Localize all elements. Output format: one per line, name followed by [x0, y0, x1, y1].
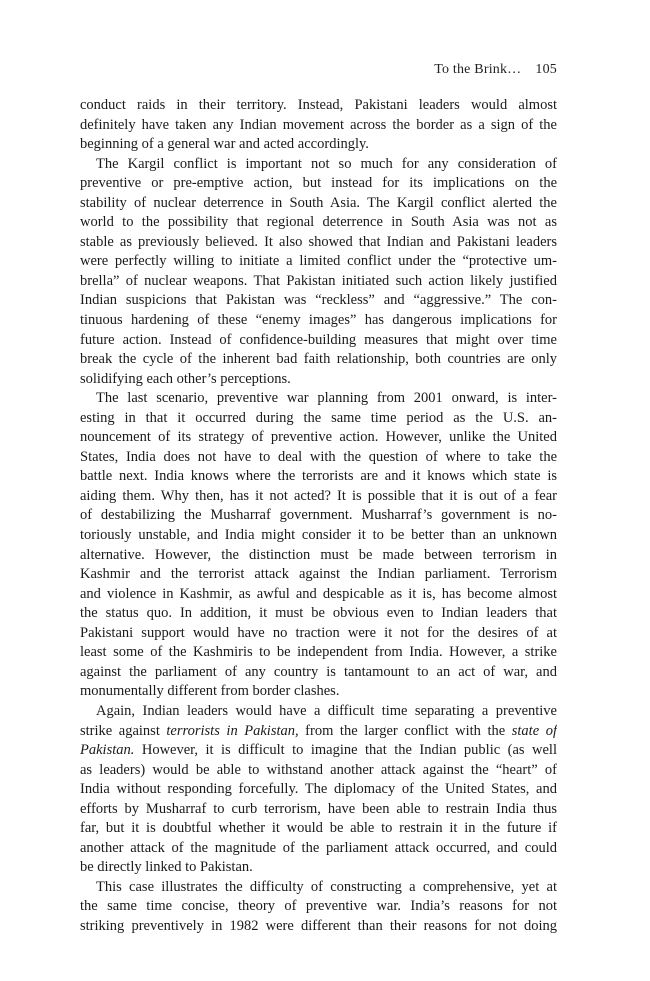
paragraph: [80, 878, 557, 937]
text-line: stability of nuclear deterrence in South Asia. The Kargil conflict alerted the: [80, 194, 557, 211]
text-line: least some of the Kashmiris to be independent from India. However, a strike: [80, 644, 557, 661]
text-segment: from the larger conflict with the: [298, 722, 512, 739]
text-line: alternative. However, the distinction must be made between terrorism in: [80, 546, 557, 563]
text-line: conduct raids in their territory. Instead, Pakistani leaders would almost: [80, 97, 557, 113]
italic-phrase: Pakistan.: [80, 742, 135, 759]
text-line: striking preventively in 1982 were different than their reasons for not doing: [80, 917, 557, 934]
text-line: Again, Indian leaders would have a difficult time separating a preventive: [96, 702, 557, 719]
text-line: India without responding forcefully. The diplomacy of the United States, and: [80, 781, 557, 798]
paragraph: [80, 155, 557, 390]
text-line: the same time concise, theory of preventive war. India’s reasons for not: [80, 898, 557, 915]
text-line: nouncement of its strategy of preventive action. However, unlike the United: [80, 429, 557, 446]
text-line: tinuous hardening of these “enemy images” has dangerous implications for: [80, 312, 557, 329]
page-number: 105: [535, 62, 557, 77]
text-line: toriously unstable, and India might consider it to be better than an unknown: [80, 527, 557, 544]
text-line: against the parliament of any country is tantamount to an act of war, and: [80, 663, 557, 680]
text-line: another attack of the magnitude of the parliament attack occurred, and could: [80, 839, 557, 856]
text-line: Pakistani support would have no traction were it not for the desires of at: [80, 624, 557, 641]
text-line: States, India does not have to deal with the question of where to take the: [80, 448, 557, 465]
text-line: This case illustrates the difficulty of constructing a comprehensive, yet at: [96, 878, 557, 895]
text-line: The Kargil conflict is important not so much for any consideration of: [96, 155, 557, 172]
text-line: solidifying each other’s perceptions.: [80, 370, 291, 387]
text-line: aiding them. Why then, has it not acted? It is possible that it is out of a fear: [80, 487, 557, 504]
text-line: were perfectly willing to initiate a limited conflict under the “protective um-: [80, 253, 557, 270]
body-text: [80, 96, 557, 937]
text-line: brella” of nuclear weapons. That Pakistan initiated such action likely justified: [80, 272, 557, 289]
text-line: [80, 741, 557, 761]
paragraph: [80, 96, 557, 155]
italic-phrase: state of: [511, 722, 557, 739]
text-line: Kashmir and the terrorist attack against the Indian parliament. Terrorism: [80, 566, 557, 583]
running-title: To the Brink…: [434, 62, 522, 77]
italic-phrase: terrorists in Pakistan,: [166, 722, 299, 739]
text-line: and violence in Kashmir, as awful and despicable as it is, has become almost: [80, 585, 557, 602]
text-line: preventive or pre-emptive action, but instead for its implications on the: [80, 175, 557, 192]
text-line: stable as previously believed. It also showed that Indian and Pakistani leaders: [80, 233, 557, 250]
text-line: definitely have taken any Indian movement across the border as a sign of the: [80, 116, 557, 133]
text-line: The last scenario, preventive war planning from 2001 onward, is inter-: [96, 390, 557, 407]
running-head: [80, 62, 557, 78]
text-line: efforts by Musharraf to curb terrorism, have been able to restrain India thus: [80, 800, 557, 817]
paragraph: [80, 702, 557, 878]
text-line: the status quo. In addition, it must be obvious even to Indian leaders that: [80, 605, 557, 622]
text-line: far, but it is doubtful whether it would be able to restrain it in the future if: [80, 820, 557, 837]
text-line: Indian suspicions that Pakistan was “reckless” and “aggressive.” The con-: [80, 292, 557, 309]
text-line: monumentally different from border clashes.: [80, 683, 340, 700]
text-segment: strike against: [80, 722, 167, 739]
paragraph: [80, 389, 557, 702]
text-line: esting in that it occurred during the same time period as the U.S. an-: [80, 409, 557, 426]
text-line: as leaders) would be able to withstand another attack against the “heart” of: [80, 761, 557, 778]
text-line: [80, 722, 557, 742]
text-line: future action. Instead of confidence-building measures that might over time: [80, 331, 557, 348]
text-line: world to the possibility that regional deterrence in South Asia was not as: [80, 214, 557, 231]
text-segment: However, it is difficult to imagine that the Indian public (as well: [134, 742, 557, 759]
text-line: battle next. India knows where the terrorists are and it knows which state is: [80, 468, 557, 485]
text-line: break the cycle of the inherent bad faith relationship, both countries are only: [80, 351, 557, 368]
text-line: of destabilizing the Musharraf government. Musharraf’s government is no-: [80, 507, 557, 524]
text-line: beginning of a general war and acted accordingly.: [80, 136, 369, 153]
text-line: be directly linked to Pakistan.: [80, 859, 253, 876]
